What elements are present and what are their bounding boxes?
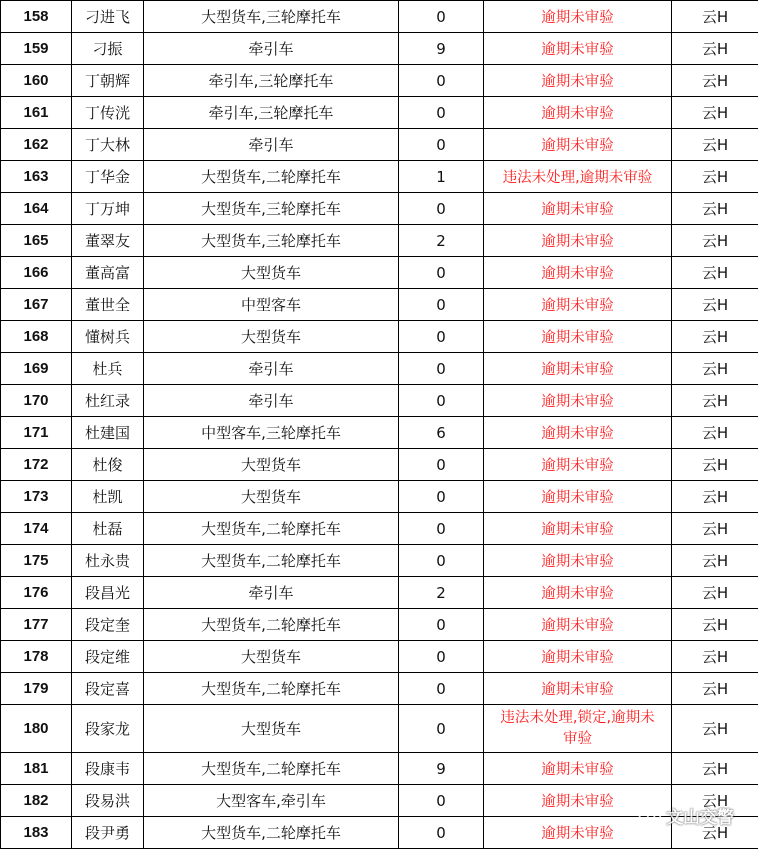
driver-name-cell: 杜永贵 — [72, 545, 144, 577]
issuing-authority-cell: 云H — [672, 817, 758, 849]
license-class-cell: 大型客车,牵引车 — [144, 785, 399, 817]
license-status-cell: 违法未处理,逾期未审验 — [484, 161, 672, 193]
table-row — [1, 129, 758, 161]
driver-name-cell: 段易洪 — [72, 785, 144, 817]
driver-name-cell: 杜磊 — [72, 513, 144, 545]
row-number-cell: 171 — [1, 417, 72, 449]
license-class-cell: 牵引车 — [144, 33, 399, 65]
driver-name-cell: 刁振 — [72, 33, 144, 65]
license-status-cell: 逾期未审验 — [484, 321, 672, 353]
row-number-cell: 170 — [1, 385, 72, 417]
table-row — [1, 257, 758, 289]
table-row — [1, 1, 758, 33]
issuing-authority-cell: 云H — [672, 161, 758, 193]
license-class-cell: 大型货车,三轮摩托车 — [144, 1, 399, 33]
license-status-cell: 逾期未审验 — [484, 33, 672, 65]
watermark-text: 文山交警 — [666, 808, 734, 828]
penalty-score-cell: 0 — [399, 97, 484, 129]
license-class-cell: 大型货车 — [144, 641, 399, 673]
license-class-cell: 牵引车 — [144, 385, 399, 417]
wechat-icon — [638, 806, 662, 826]
license-class-cell: 牵引车,三轮摩托车 — [144, 65, 399, 97]
row-number-cell: 163 — [1, 161, 72, 193]
license-status-cell: 逾期未审验 — [484, 97, 672, 129]
issuing-authority-cell: 云H — [672, 785, 758, 817]
license-class-cell: 大型货车,二轮摩托车 — [144, 545, 399, 577]
penalty-score-cell: 9 — [399, 33, 484, 65]
issuing-authority-cell: 云H — [672, 97, 758, 129]
penalty-score-cell: 0 — [399, 129, 484, 161]
license-status-cell: 逾期未审验 — [484, 753, 672, 785]
issuing-authority-cell: 云H — [672, 353, 758, 385]
row-number-cell: 166 — [1, 257, 72, 289]
driver-name-cell: 段家龙 — [72, 705, 144, 753]
license-class-cell: 牵引车,三轮摩托车 — [144, 97, 399, 129]
table-row — [1, 321, 758, 353]
table-row — [1, 385, 758, 417]
row-number-cell: 162 — [1, 129, 72, 161]
license-status-cell: 逾期未审验 — [484, 65, 672, 97]
penalty-score-cell: 0 — [399, 321, 484, 353]
license-status-cell: 逾期未审验 — [484, 417, 672, 449]
license-class-cell: 大型货车,三轮摩托车 — [144, 193, 399, 225]
license-class-cell: 牵引车 — [144, 129, 399, 161]
issuing-authority-cell: 云H — [672, 33, 758, 65]
issuing-authority-cell: 云H — [672, 65, 758, 97]
table-row — [1, 193, 758, 225]
license-status-cell: 逾期未审验 — [484, 785, 672, 817]
issuing-authority-cell: 云H — [672, 257, 758, 289]
driver-name-cell: 丁万坤 — [72, 193, 144, 225]
table-row — [1, 65, 758, 97]
penalty-score-cell: 9 — [399, 753, 484, 785]
table-row — [1, 481, 758, 513]
penalty-score-cell: 0 — [399, 257, 484, 289]
watermark — [638, 803, 734, 828]
license-status-cell: 逾期未审验 — [484, 641, 672, 673]
table-row — [1, 673, 758, 705]
penalty-score-cell: 0 — [399, 65, 484, 97]
row-number-cell: 160 — [1, 65, 72, 97]
driver-name-cell: 丁华金 — [72, 161, 144, 193]
license-class-cell: 大型货车 — [144, 449, 399, 481]
issuing-authority-cell: 云H — [672, 225, 758, 257]
table-row — [1, 641, 758, 673]
issuing-authority-cell: 云H — [672, 481, 758, 513]
license-status-cell: 逾期未审验 — [484, 449, 672, 481]
driver-name-cell: 杜红录 — [72, 385, 144, 417]
penalty-score-cell: 0 — [399, 289, 484, 321]
row-number-cell: 169 — [1, 353, 72, 385]
license-class-cell: 大型货车,三轮摩托车 — [144, 225, 399, 257]
issuing-authority-cell: 云H — [672, 321, 758, 353]
issuing-authority-cell: 云H — [672, 705, 758, 753]
driver-name-cell: 懂树兵 — [72, 321, 144, 353]
driver-name-cell: 刁进飞 — [72, 1, 144, 33]
issuing-authority-cell: 云H — [672, 417, 758, 449]
license-class-cell: 大型货车,二轮摩托车 — [144, 817, 399, 849]
issuing-authority-cell: 云H — [672, 1, 758, 33]
row-number-cell: 177 — [1, 609, 72, 641]
license-class-cell: 大型货车,二轮摩托车 — [144, 161, 399, 193]
driver-name-cell: 董世全 — [72, 289, 144, 321]
penalty-score-cell: 0 — [399, 385, 484, 417]
penalty-score-cell: 0 — [399, 193, 484, 225]
driver-name-cell: 丁朝辉 — [72, 65, 144, 97]
table-row — [1, 417, 758, 449]
license-status-cell: 逾期未审验 — [484, 129, 672, 161]
penalty-score-cell: 0 — [399, 609, 484, 641]
license-class-cell: 中型客车,三轮摩托车 — [144, 417, 399, 449]
penalty-score-cell: 2 — [399, 225, 484, 257]
license-class-cell: 大型货车 — [144, 705, 399, 753]
penalty-score-cell: 0 — [399, 1, 484, 33]
driver-name-cell: 杜凯 — [72, 481, 144, 513]
issuing-authority-cell: 云H — [672, 641, 758, 673]
license-status-cell: 逾期未审验 — [484, 257, 672, 289]
driver-name-cell: 丁大林 — [72, 129, 144, 161]
table-row — [1, 289, 758, 321]
issuing-authority-cell: 云H — [672, 545, 758, 577]
driver-name-cell: 段定维 — [72, 641, 144, 673]
row-number-cell: 182 — [1, 785, 72, 817]
issuing-authority-cell: 云H — [672, 385, 758, 417]
license-class-cell: 大型货车,二轮摩托车 — [144, 609, 399, 641]
license-status-cell: 逾期未审验 — [484, 673, 672, 705]
license-class-cell: 大型货车 — [144, 321, 399, 353]
issuing-authority-cell: 云H — [672, 513, 758, 545]
license-status-cell: 逾期未审验 — [484, 817, 672, 849]
license-class-cell: 大型货车,二轮摩托车 — [144, 673, 399, 705]
row-number-cell: 179 — [1, 673, 72, 705]
issuing-authority-cell: 云H — [672, 449, 758, 481]
license-class-cell: 大型货车,二轮摩托车 — [144, 513, 399, 545]
penalty-score-cell: 0 — [399, 673, 484, 705]
penalty-score-cell: 6 — [399, 417, 484, 449]
license-class-cell: 大型货车 — [144, 481, 399, 513]
row-number-cell: 161 — [1, 97, 72, 129]
table-row — [1, 33, 758, 65]
penalty-score-cell: 0 — [399, 481, 484, 513]
license-status-cell: 违法未处理,锁定,逾期未审验 — [484, 705, 672, 753]
table-row — [1, 609, 758, 641]
row-number-cell: 183 — [1, 817, 72, 849]
penalty-score-cell: 0 — [399, 545, 484, 577]
license-class-cell: 大型货车,二轮摩托车 — [144, 753, 399, 785]
license-status-cell: 逾期未审验 — [484, 353, 672, 385]
license-status-cell: 逾期未审验 — [484, 225, 672, 257]
license-class-cell: 中型客车 — [144, 289, 399, 321]
row-number-cell: 175 — [1, 545, 72, 577]
row-number-cell: 168 — [1, 321, 72, 353]
driver-name-cell: 段定奎 — [72, 609, 144, 641]
penalty-score-cell: 2 — [399, 577, 484, 609]
penalty-score-cell: 0 — [399, 513, 484, 545]
penalty-score-cell: 1 — [399, 161, 484, 193]
table-row — [1, 545, 758, 577]
license-status-cell: 逾期未审验 — [484, 577, 672, 609]
driver-name-cell: 董翠友 — [72, 225, 144, 257]
driver-name-cell: 段康韦 — [72, 753, 144, 785]
table-row — [1, 225, 758, 257]
table-row — [1, 353, 758, 385]
issuing-authority-cell: 云H — [672, 609, 758, 641]
row-number-cell: 173 — [1, 481, 72, 513]
table-row — [1, 753, 758, 785]
row-number-cell: 164 — [1, 193, 72, 225]
table-row — [1, 577, 758, 609]
driver-name-cell: 杜俊 — [72, 449, 144, 481]
license-status-cell: 逾期未审验 — [484, 545, 672, 577]
table-row — [1, 449, 758, 481]
license-status-cell: 逾期未审验 — [484, 1, 672, 33]
table-row — [1, 705, 758, 753]
driver-name-cell: 丁传洸 — [72, 97, 144, 129]
license-status-cell: 逾期未审验 — [484, 481, 672, 513]
license-status-cell: 逾期未审验 — [484, 289, 672, 321]
penalty-score-cell: 0 — [399, 705, 484, 753]
driver-name-cell: 段定喜 — [72, 673, 144, 705]
row-number-cell: 178 — [1, 641, 72, 673]
table-row — [1, 97, 758, 129]
row-number-cell: 181 — [1, 753, 72, 785]
license-class-cell: 牵引车 — [144, 353, 399, 385]
driver-name-cell: 段昌光 — [72, 577, 144, 609]
driver-name-cell: 董高富 — [72, 257, 144, 289]
issuing-authority-cell: 云H — [672, 129, 758, 161]
row-number-cell: 167 — [1, 289, 72, 321]
driver-name-cell: 杜兵 — [72, 353, 144, 385]
driver-name-cell: 段尹勇 — [72, 817, 144, 849]
issuing-authority-cell: 云H — [672, 673, 758, 705]
issuing-authority-cell: 云H — [672, 577, 758, 609]
row-number-cell: 165 — [1, 225, 72, 257]
issuing-authority-cell: 云H — [672, 289, 758, 321]
row-number-cell: 180 — [1, 705, 72, 753]
row-number-cell: 176 — [1, 577, 72, 609]
penalty-score-cell: 0 — [399, 449, 484, 481]
row-number-cell: 174 — [1, 513, 72, 545]
penalty-score-cell: 0 — [399, 817, 484, 849]
penalty-score-cell: 0 — [399, 353, 484, 385]
table-row — [1, 161, 758, 193]
row-number-cell: 172 — [1, 449, 72, 481]
driver-name-cell: 杜建国 — [72, 417, 144, 449]
license-status-cell: 逾期未审验 — [484, 193, 672, 225]
license-status-cell: 逾期未审验 — [484, 513, 672, 545]
license-status-cell: 逾期未审验 — [484, 385, 672, 417]
license-class-cell: 牵引车 — [144, 577, 399, 609]
license-class-cell: 大型货车 — [144, 257, 399, 289]
issuing-authority-cell: 云H — [672, 193, 758, 225]
penalty-score-cell: 0 — [399, 641, 484, 673]
row-number-cell: 158 — [1, 1, 72, 33]
row-number-cell: 159 — [1, 33, 72, 65]
issuing-authority-cell: 云H — [672, 753, 758, 785]
table-row — [1, 513, 758, 545]
license-status-cell: 逾期未审验 — [484, 609, 672, 641]
penalty-score-cell: 0 — [399, 785, 484, 817]
